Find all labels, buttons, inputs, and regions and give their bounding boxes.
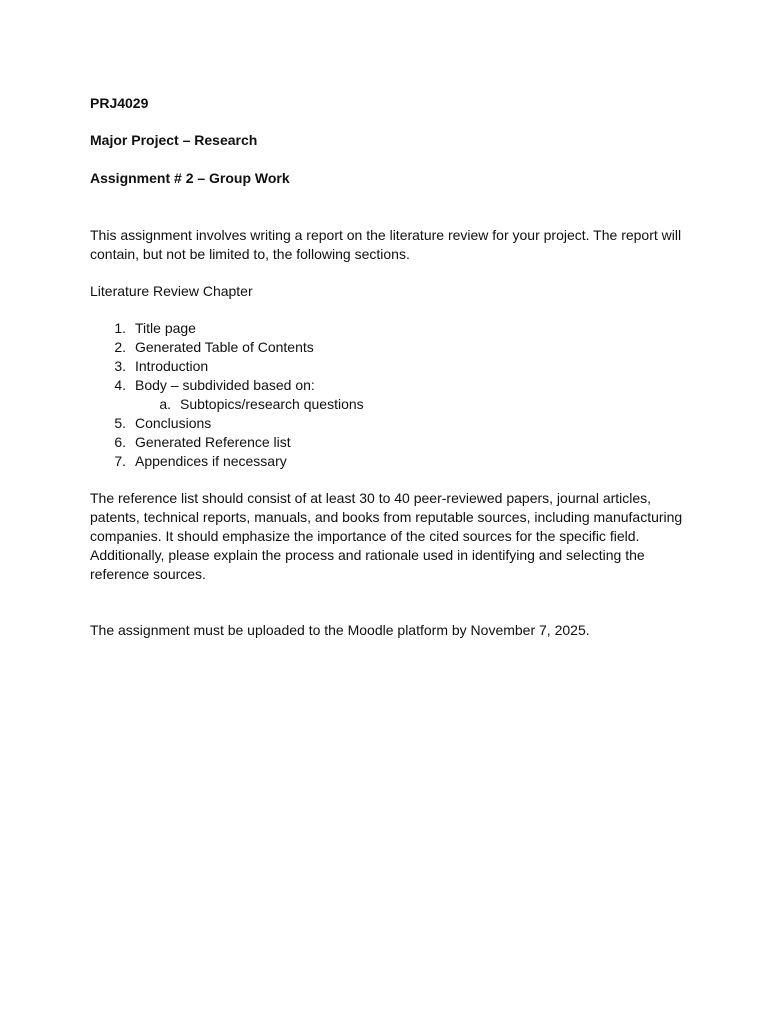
deadline-paragraph: The assignment must be uploaded to the Moodle platform by November 7, 2025. [90,622,590,638]
intro-paragraph: This assignment involves writing a report on the literature review for your project. The report will contain, but not be limited to, the following sections. [90,227,682,262]
course-title: Major Project – Research [90,132,258,148]
list-marker: 4. [114,377,126,393]
list-item [90,338,690,357]
list-item-text: Conclusions [135,415,212,431]
list-marker: 1. [114,320,126,336]
list-item [90,433,690,452]
sections-list [90,319,690,471]
list-marker: a. [159,396,171,412]
list-marker: 2. [114,339,126,355]
list-item [90,414,690,433]
list-marker: 7. [114,453,126,469]
list-item-text: Appendices if necessary [135,453,287,469]
sub-list-item [90,395,690,414]
list-item [90,452,690,471]
list-item-text: Subtopics/research questions [180,396,364,412]
list-marker: 3. [114,358,126,374]
list-item-text: Introduction [135,358,209,374]
references-paragraph: The reference list should consist of at least 30 to 40 peer-reviewed papers, journal articles, patents, technical reports, manuals, and books from reputable sources, including manufacturing companies. It should emphasize the importance of the cited sources for the specific field. Additionally, please explain the process and rationale used in identifying and selecting the reference sources. [90,490,683,582]
course-code: PRJ4029 [90,95,149,111]
list-item-text: Title page [135,320,196,336]
list-item-text: Generated Table of Contents [135,339,314,355]
list-marker: 5. [114,415,126,431]
list-item-text: Generated Reference list [135,434,291,450]
document-page [90,94,690,640]
list-item [90,376,690,395]
chapter-label: Literature Review Chapter [90,283,253,299]
list-item [90,319,690,338]
list-item [90,357,690,376]
list-item-text: Body – subdivided based on: [135,377,315,393]
list-marker: 6. [114,434,126,450]
assignment-title: Assignment # 2 – Group Work [90,170,290,186]
